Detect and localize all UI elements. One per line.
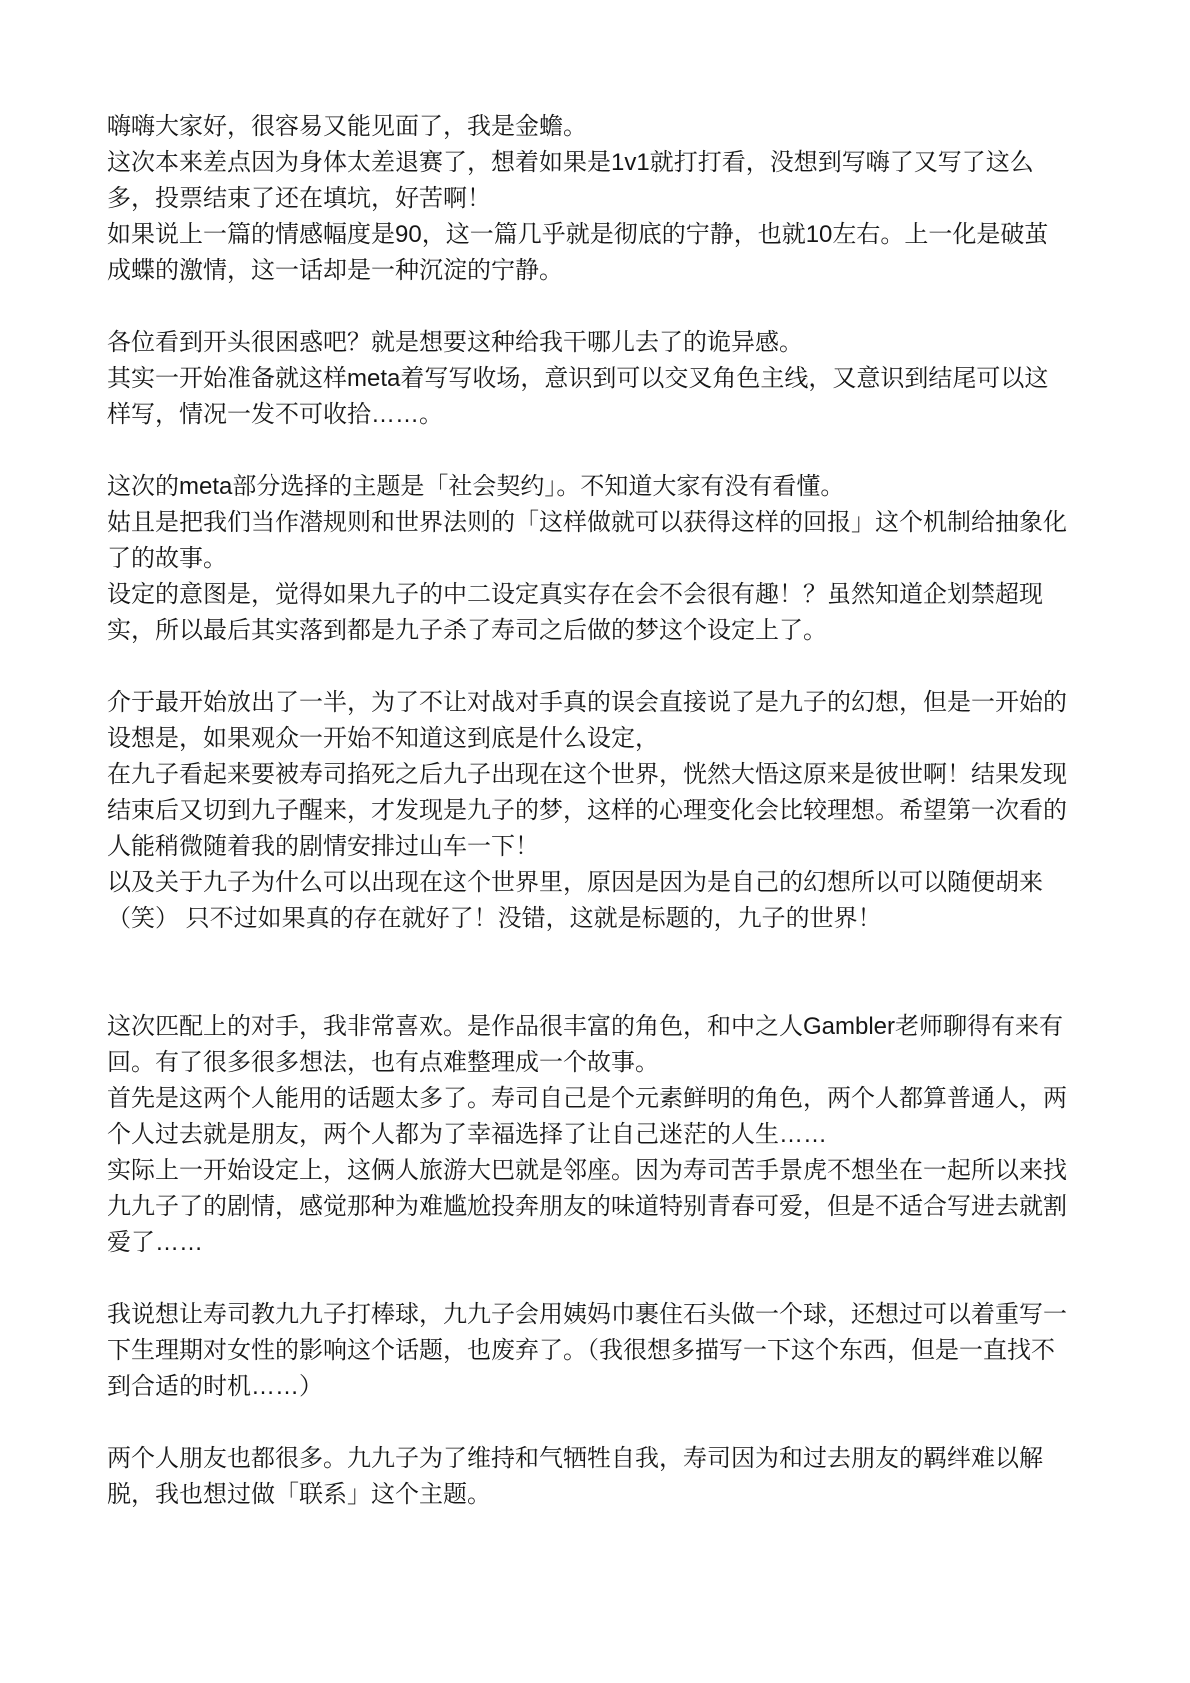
- text-line: 两个人朋友也都很多。九九子为了维持和气牺牲自我，寿司因为和过去朋友的羁绊难以解: [107, 1445, 1043, 1472]
- text-line: 在九子看起来要被寿司掐死之后九子出现在这个世界，恍然大悟这原来是彼世啊！结果发现: [107, 761, 1067, 788]
- text-line: 下生理期对女性的影响这个话题，也废弃了。（我很想多描写一下这个东西，但是一直找不: [107, 1337, 1055, 1364]
- text-line: 脱，我也想过做「联系」这个主题。: [107, 1481, 491, 1508]
- paragraph: [107, 109, 1107, 289]
- text-line: 多，投票结束了还在填坑，好苦啊！: [107, 185, 491, 212]
- text-line: 了的故事。: [107, 545, 227, 572]
- paragraph: [107, 469, 1107, 649]
- text-line: 成蝶的激情，这一话却是一种沉淀的宁静。: [107, 257, 563, 284]
- text-line: 介于最开始放出了一半，为了不让对战对手真的误会直接说了是九子的幻想，但是一开始的: [107, 689, 1067, 716]
- text-line: 其实一开始准备就这样meta着写写收场，意识到可以交叉角色主线，又意识到结尾可以这: [107, 365, 1049, 392]
- text-line: 首先是这两个人能用的话题太多了。寿司自己是个元素鲜明的角色，两个人都算普通人，两: [107, 1085, 1067, 1112]
- text-line: （笑） 只不过如果真的存在就好了！没错，这就是标题的，九子的世界！: [107, 905, 882, 932]
- paragraph: [107, 1009, 1107, 1261]
- paragraph: [107, 1297, 1107, 1405]
- text-line: 我说想让寿司教九九子打棒球，九九子会用姨妈巾裹住石头做一个球，还想过可以着重写一: [107, 1301, 1067, 1328]
- text-line: 实际上一开始设定上，这俩人旅游大巴就是邻座。因为寿司苦手景虎不想坐在一起所以来找: [107, 1157, 1067, 1184]
- text-line: 这次匹配上的对手，我非常喜欢。是作品很丰富的角色，和中之人Gambler老师聊得有来有: [107, 1013, 1064, 1040]
- text-line: 样写，情况一发不可收拾……。: [107, 401, 443, 428]
- text-line: 结束后又切到九子醒来，才发现是九子的梦，这样的心理变化会比较理想。希望第一次看的: [107, 797, 1067, 824]
- paragraph: [107, 1441, 1107, 1513]
- paragraph: [107, 325, 1107, 433]
- text-line: 如果说上一篇的情感幅度是90，这一篇几乎就是彻底的宁静，也就10左右。上一化是破茧: [107, 221, 1049, 248]
- paragraph: [107, 685, 1107, 937]
- text-line: 这次的meta部分选择的主题是「社会契约」。不知道大家有没有看懂。: [107, 473, 845, 500]
- text-line: 设想是，如果观众一开始不知道这到底是什么设定，: [107, 725, 659, 752]
- text-line: 这次本来差点因为身体太差退赛了，想着如果是1v1就打打看，没想到写嗨了又写了这么: [107, 149, 1034, 176]
- text-line: 爱了……: [107, 1229, 203, 1256]
- afterword-text: [107, 109, 1107, 1513]
- text-line: 个人过去就是朋友，两个人都为了幸福选择了让自己迷茫的人生……: [107, 1121, 827, 1148]
- text-line: 实，所以最后其实落到都是九子杀了寿司之后做的梦这个设定上了。: [107, 617, 827, 644]
- text-line: 九九子了的剧情，感觉那种为难尴尬投奔朋友的味道特别青春可爱，但是不适合写进去就割: [107, 1193, 1067, 1220]
- text-line: 以及关于九子为什么可以出现在这个世界里，原因是因为是自己的幻想所以可以随便胡来: [107, 869, 1043, 896]
- text-line: 嗨嗨大家好，很容易又能见面了，我是金蟾。: [107, 113, 587, 140]
- text-line: 人能稍微随着我的剧情安排过山车一下！: [107, 833, 539, 860]
- text-line: 回。有了很多很多想法，也有点难整理成一个故事。: [107, 1049, 659, 1076]
- text-line: 设定的意图是，觉得如果九子的中二设定真实存在会不会很有趣！？虽然知道企划禁超现: [107, 581, 1043, 608]
- text-line: 各位看到开头很困惑吧？就是想要这种给我干哪儿去了的诡异感。: [107, 329, 803, 356]
- text-line: 到合适的时机……）: [107, 1373, 323, 1400]
- text-line: 姑且是把我们当作潜规则和世界法则的「这样做就可以获得这样的回报」这个机制给抽象化: [107, 509, 1067, 536]
